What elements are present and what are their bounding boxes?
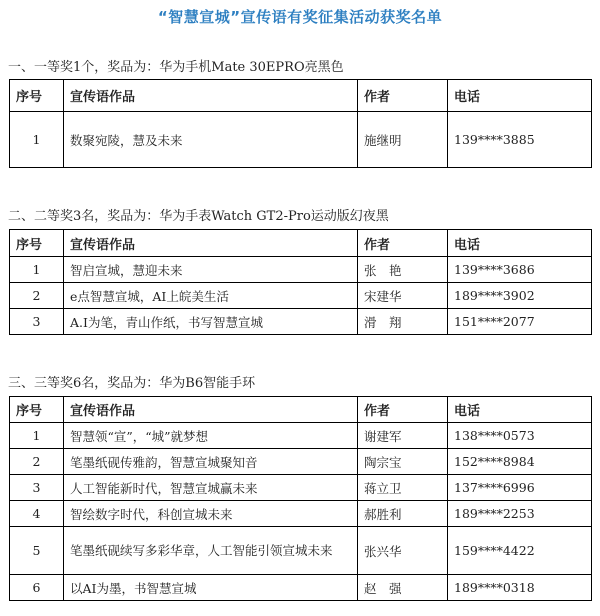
- author-cell: 滑 翔: [358, 309, 448, 335]
- phone-cell: 189****2253: [448, 501, 592, 527]
- row-number: 6: [10, 575, 64, 601]
- section-heading-second-prize: 二、二等奖3名，奖品为：华为手表Watch GT2-Pro运动版幻夜黑: [8, 209, 389, 224]
- table-row: [10, 527, 592, 575]
- phone-cell: 189****3902: [448, 283, 592, 309]
- phone-cell: 137****6996: [448, 475, 592, 501]
- header-no: 序号: [10, 230, 64, 257]
- table-row: [10, 283, 592, 309]
- header-slogan: 宣传语作品: [64, 80, 358, 112]
- header-slogan: 宣传语作品: [64, 230, 358, 257]
- document-title: “智慧宣城”宣传语有奖征集活动获奖名单: [157, 8, 443, 26]
- row-number: 1: [10, 112, 64, 168]
- header-no: 序号: [10, 397, 64, 423]
- header-phone: 电话: [448, 397, 592, 423]
- author-cell: 宋建华: [358, 283, 448, 309]
- row-number: 2: [10, 449, 64, 475]
- phone-cell: 159****4422: [448, 527, 592, 575]
- slogan-cell: 智启宣城，慧迎未来: [64, 257, 358, 283]
- first-prize-table: [9, 79, 592, 168]
- author-cell: 蒋立卫: [358, 475, 448, 501]
- header-slogan: 宣传语作品: [64, 397, 358, 423]
- table-row: [10, 423, 592, 449]
- table-header-row: [10, 397, 592, 423]
- header-author: 作者: [358, 397, 448, 423]
- table-row: [10, 475, 592, 501]
- row-number: 1: [10, 257, 64, 283]
- author-cell: 张兴华: [358, 527, 448, 575]
- header-author: 作者: [358, 80, 448, 112]
- slogan-cell: e点智慧宣城，AI上皖美生活: [64, 283, 358, 309]
- header-phone: 电话: [448, 80, 592, 112]
- author-cell: 陶宗宝: [358, 449, 448, 475]
- row-number: 5: [10, 527, 64, 575]
- section-heading-first-prize: 一、一等奖1个，奖品为：华为手机Mate 30EPRO亮黑色: [8, 60, 344, 75]
- row-number: 3: [10, 309, 64, 335]
- phone-cell: 139****3885: [448, 112, 592, 168]
- author-cell: 郝胜利: [358, 501, 448, 527]
- author-cell: 赵 强: [358, 575, 448, 601]
- phone-cell: 189****0318: [448, 575, 592, 601]
- header-phone: 电话: [448, 230, 592, 257]
- table-row: [10, 112, 592, 168]
- header-no: 序号: [10, 80, 64, 112]
- slogan-cell: 人工智能新时代，智慧宣城赢未来: [64, 475, 358, 501]
- third-prize-table: [9, 396, 592, 601]
- author-cell: 张 艳: [358, 257, 448, 283]
- slogan-cell: A.I为笔，青山作纸，书写智慧宣城: [64, 309, 358, 335]
- table-header-row: [10, 230, 592, 257]
- table-row: [10, 501, 592, 527]
- phone-cell: 152****8984: [448, 449, 592, 475]
- table-header-row: [10, 80, 592, 112]
- slogan-cell: 数聚宛陵，慧及未来: [64, 112, 358, 168]
- row-number: 1: [10, 423, 64, 449]
- author-cell: 谢建军: [358, 423, 448, 449]
- row-number: 2: [10, 283, 64, 309]
- author-cell: 施继明: [358, 112, 448, 168]
- phone-cell: 138****0573: [448, 423, 592, 449]
- second-prize-table: [9, 229, 592, 335]
- table-row: [10, 309, 592, 335]
- slogan-cell: 以AI为墨，书智慧宣城: [64, 575, 358, 601]
- phone-cell: 139****3686: [448, 257, 592, 283]
- slogan-cell: 笔墨纸砚续写多彩华章，人工智能引领宣城未来: [64, 527, 358, 575]
- table-row: [10, 575, 592, 601]
- slogan-cell: 智绘数字时代，科创宣城未来: [64, 501, 358, 527]
- table-row: [10, 449, 592, 475]
- row-number: 4: [10, 501, 64, 527]
- phone-cell: 151****2077: [448, 309, 592, 335]
- header-author: 作者: [358, 230, 448, 257]
- row-number: 3: [10, 475, 64, 501]
- slogan-cell: 智慧领“宣”，“城”就梦想: [64, 423, 358, 449]
- slogan-cell: 笔墨纸砚传雅韵，智慧宣城聚知音: [64, 449, 358, 475]
- section-heading-third-prize: 三、三等奖6名，奖品为：华为B6智能手环: [8, 376, 256, 391]
- table-row: [10, 257, 592, 283]
